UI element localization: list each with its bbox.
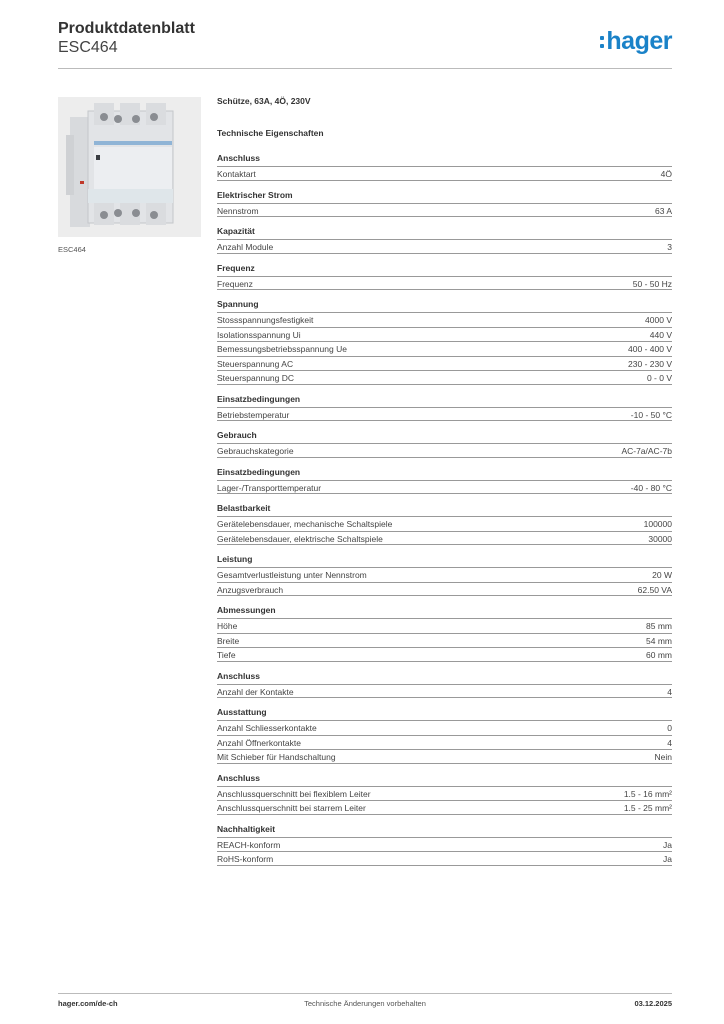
property-label: Gebrauchskategorie — [217, 446, 294, 456]
property-section — [217, 772, 672, 815]
property-row — [217, 749, 672, 764]
property-section — [217, 604, 672, 662]
section-title: Einsatzbedingungen — [217, 393, 301, 404]
property-row — [217, 684, 672, 699]
property-section — [217, 466, 672, 495]
property-value: 0 - 0 V — [646, 373, 672, 383]
property-row — [217, 327, 672, 342]
section-title: Abmessungen — [217, 605, 276, 615]
property-label: Tiefe — [217, 650, 236, 660]
property-value: 3 — [667, 242, 672, 252]
property-value: 4000 V — [645, 315, 672, 325]
property-label: Anzahl Öffnerkontakte — [217, 737, 301, 748]
property-label: Anschlussquerschnitt bei flexiblem Leiter — [217, 788, 371, 799]
section-title: Gebrauch — [217, 430, 257, 440]
property-value: -40 - 80 °C — [630, 482, 672, 493]
section-rows — [217, 618, 672, 662]
page-footer — [58, 993, 672, 1008]
property-label: Anschlussquerschnitt bei starrem Leiter — [217, 803, 366, 813]
property-label: Anzahl Module — [217, 242, 274, 252]
property-value: 85 mm — [646, 621, 672, 631]
property-value: 1.5 - 25 mm² — [623, 803, 672, 813]
section-title: Belastbarkeit — [217, 503, 271, 513]
property-row — [217, 370, 672, 385]
property-section — [217, 298, 672, 385]
property-row — [217, 618, 672, 633]
property-value: Nein — [654, 752, 672, 762]
product-description: Schütze, 63A, 4Ö, 230V — [217, 96, 311, 106]
section-rows — [217, 837, 672, 866]
property-row — [217, 786, 672, 801]
section-rows — [217, 312, 672, 385]
property-label: Steuerspannung AC — [217, 358, 294, 369]
property-row — [217, 647, 672, 662]
property-label: Betriebstemperatur — [217, 409, 290, 420]
section-rows — [217, 443, 672, 458]
section-rows — [217, 239, 672, 254]
property-row — [217, 166, 672, 181]
property-section — [217, 502, 672, 545]
property-label: Isolationsspannung Ui — [217, 329, 301, 340]
section-rows — [217, 166, 672, 181]
image-caption: ESC464 — [58, 245, 86, 254]
property-row — [217, 480, 672, 495]
technical-properties-heading: Technische Eigenschaften — [217, 128, 324, 138]
contactor-device-icon — [58, 97, 201, 237]
hager-logo — [600, 27, 672, 56]
section-title: Leistung — [217, 554, 253, 564]
property-value: -10 - 50 °C — [630, 409, 672, 420]
property-label: Gerätelebensdauer, mechanische Schaltspiele — [217, 519, 393, 529]
property-row — [217, 341, 672, 356]
footer-date: 03.12.2025 — [634, 999, 672, 1008]
property-row — [217, 800, 672, 815]
property-row — [217, 633, 672, 648]
property-section — [217, 670, 672, 699]
section-rows — [217, 407, 672, 422]
property-value: 54 mm — [646, 635, 672, 646]
property-value: 4Ö — [660, 169, 672, 179]
property-label: Höhe — [217, 621, 238, 631]
property-row — [217, 203, 672, 218]
property-label: Anzahl Schliesserkontakte — [217, 723, 317, 733]
property-label: Stossspannungsfestigkeit — [217, 315, 314, 325]
header-divider — [58, 68, 672, 69]
property-label: Lager-/Transporttemperatur — [217, 482, 322, 493]
property-label: Steuerspannung DC — [217, 373, 295, 383]
property-value: 30000 — [648, 533, 672, 544]
section-rows — [217, 786, 672, 815]
property-label: Anzugsverbrauch — [217, 584, 284, 595]
property-value: 50 - 50 Hz — [632, 278, 672, 289]
property-row — [217, 531, 672, 546]
logo-text: hager — [606, 27, 672, 55]
property-value: 1.5 - 16 mm² — [623, 788, 672, 799]
property-label: Nennstrom — [217, 205, 259, 216]
section-rows — [217, 203, 672, 218]
property-row — [217, 516, 672, 531]
property-row — [217, 851, 672, 866]
logo-dots-icon — [600, 36, 604, 48]
property-label: Kontaktart — [217, 169, 256, 179]
section-rows — [217, 720, 672, 764]
footer-disclaimer: Technische Änderungen vorbehalten — [304, 999, 426, 1008]
property-value: 20 W — [652, 570, 672, 580]
property-label: RoHS-konform — [217, 854, 274, 864]
property-section — [217, 706, 672, 764]
property-row — [217, 356, 672, 371]
property-label: Anzahl der Kontakte — [217, 686, 294, 697]
property-section — [217, 393, 672, 422]
property-section — [217, 189, 672, 218]
property-label: Gerätelebensdauer, elektrische Schaltspiele — [217, 533, 383, 544]
property-label: REACH-konform — [217, 839, 281, 850]
section-rows — [217, 567, 672, 596]
property-value: 62.50 VA — [637, 584, 672, 595]
property-label: Breite — [217, 635, 240, 646]
section-title: Anschluss — [217, 670, 260, 681]
property-value: 4 — [667, 737, 672, 748]
property-value: 4 — [667, 686, 672, 697]
section-title: Nachhaltigkeit — [217, 823, 276, 834]
property-label: Gesamtverlustleistung unter Nennstrom — [217, 570, 367, 580]
section-title: Ausstattung — [217, 707, 267, 717]
property-section — [217, 553, 672, 596]
property-row — [217, 582, 672, 597]
property-value: 230 - 230 V — [628, 358, 672, 369]
section-title: Frequenz — [217, 262, 255, 273]
property-row — [217, 276, 672, 291]
section-rows — [217, 684, 672, 699]
property-value: 400 - 400 V — [628, 344, 672, 354]
product-code: ESC464 — [58, 39, 118, 56]
property-row — [217, 735, 672, 750]
section-title: Spannung — [217, 299, 259, 309]
property-row — [217, 407, 672, 422]
section-rows — [217, 276, 672, 291]
property-value: 63 A — [654, 205, 672, 216]
property-value: 440 V — [649, 329, 672, 340]
section-title: Elektrischer Strom — [217, 189, 293, 200]
property-value: 60 mm — [646, 650, 672, 660]
property-section — [217, 429, 672, 458]
property-label: Bemessungsbetriebsspannung Ue — [217, 344, 347, 354]
property-value: AC-7a/AC-7b — [621, 446, 672, 456]
datasheet-content — [217, 96, 672, 874]
property-value: 100000 — [643, 519, 672, 529]
document-title: Produktdatenblatt — [58, 20, 195, 37]
property-value: Ja — [663, 839, 672, 850]
section-rows — [217, 480, 672, 495]
property-row — [217, 312, 672, 327]
property-label: Frequenz — [217, 278, 253, 289]
section-title: Kapazität — [217, 226, 255, 236]
property-section — [217, 152, 672, 181]
property-row — [217, 837, 672, 852]
page-header — [58, 20, 672, 70]
property-section — [217, 225, 672, 254]
section-title: Anschluss — [217, 153, 260, 163]
property-label: Mit Schieber für Handschaltung — [217, 752, 336, 762]
footer-website: hager.com/de-ch — [58, 999, 118, 1008]
section-title: Anschluss — [217, 772, 260, 783]
property-section — [217, 262, 672, 291]
section-title: Einsatzbedingungen — [217, 466, 301, 477]
property-row — [217, 239, 672, 254]
property-sections — [217, 152, 672, 866]
section-rows — [217, 516, 672, 545]
property-value: 0 — [667, 723, 672, 733]
property-row — [217, 720, 672, 735]
product-image — [58, 97, 201, 237]
property-row — [217, 567, 672, 582]
property-section — [217, 823, 672, 866]
property-row — [217, 443, 672, 458]
property-value: Ja — [663, 854, 672, 864]
